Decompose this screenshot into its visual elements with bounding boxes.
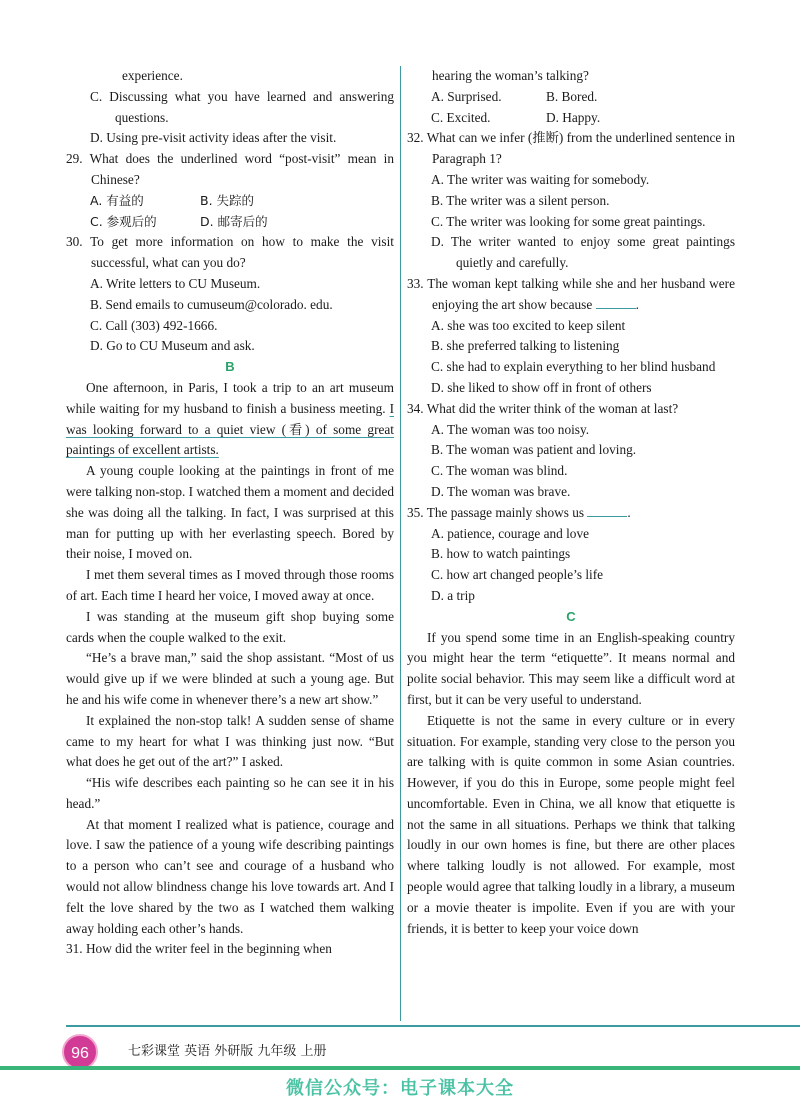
q32-option-d: D. The writer wanted to enjoy some great paintings quietly and carefully. xyxy=(431,234,735,271)
passage-b-paragraph-6: It explained the non-stop talk! A sudden sense of shame came to my heart for what I was thinking just now. “But what does he get out of the art?” I asked. xyxy=(66,712,394,770)
q28-option-d: D. Using pre-visit activity ideas after the visit. xyxy=(90,130,337,146)
question-31-start: 31. How did the writer feel in the beginning when xyxy=(66,941,332,957)
q32-option-b: B. The writer was a silent person. xyxy=(431,192,610,208)
q34-option-d: D. The woman was brave. xyxy=(431,483,571,499)
page-number-badge: 96 xyxy=(62,1034,98,1070)
q33-option-b: B. she preferred talking to listening xyxy=(431,338,620,354)
q35-text: 35. The passage mainly shows us xyxy=(407,504,585,520)
passage-b-paragraph-5: “He’s a brave man,” said the shop assistant. “Most of us would give up if we were blinded at such a young age. But he and his wife come in whenever there’s a new art show.” xyxy=(66,650,394,707)
q29-option-d: D. 邮寄后的 xyxy=(200,213,268,229)
watermark-bar xyxy=(0,1066,800,1070)
q32-option-c: C. The writer was looking for some great paintings. xyxy=(431,213,706,229)
q31-options-ab xyxy=(407,87,735,108)
q33-text: 33. The woman kept talking while she and her husband were enjoying the art show because xyxy=(407,275,735,312)
q29-options-ab xyxy=(66,191,394,212)
book-title: 七彩课堂 英语 外研版 九年级 上册 xyxy=(128,1044,327,1059)
q31-option-c: C. Excited. xyxy=(431,109,491,125)
q29-option-c: C. 参观后的 xyxy=(90,213,157,229)
q29-option-a: A. 有益的 xyxy=(90,192,144,208)
q31-option-d: D. Happy. xyxy=(546,109,601,125)
q35-option-a: A. patience, courage and love xyxy=(431,525,590,541)
q30-option-d: D. Go to CU Museum and ask. xyxy=(90,338,255,354)
q29-options-cd xyxy=(66,212,394,233)
question-35: 35. The passage mainly shows us . xyxy=(407,504,631,520)
q33-option-a: A. she was too excited to keep silent xyxy=(431,317,626,333)
q31-options-cd xyxy=(407,108,735,129)
question-32: 32. What can we infer (推断) from the underlined sentence in Paragraph 1? xyxy=(407,130,735,167)
q28-option-b-cont: experience. xyxy=(122,68,183,83)
q35-option-d: D. a trip xyxy=(431,587,475,603)
question-34: 34. What did the writer think of the woman at last? xyxy=(407,400,679,416)
q34-option-b: B. The woman was patient and loving. xyxy=(431,442,637,458)
passage-b-paragraph-2: A young couple looking at the paintings in front of me were talking non-stop. I watched them a moment and decided she was doing all the talking. In fact, I was surprised at this man for putting up with her everlasting speech. Bored by their noise, I moved on. xyxy=(66,463,394,562)
q33-option-c: C. she had to explain everything to her blind husband xyxy=(431,359,716,375)
question-29: 29. What does the underlined word “post-visit” mean in Chinese? xyxy=(66,151,394,187)
q35-option-b: B. how to watch paintings xyxy=(431,546,571,562)
p1-text: One afternoon, in Paris, I took a trip to an art museum while waiting for my husband to finish a business meeting. xyxy=(66,379,394,416)
question-31-cont: hearing the woman’s talking? xyxy=(432,68,589,83)
q31-option-a: A. Surprised. xyxy=(431,88,502,104)
q32-option-a: A. The writer was waiting for somebody. xyxy=(431,171,650,187)
section-b-heading: B xyxy=(225,359,235,375)
q30-option-b: B. Send emails to cumuseum@colorado. edu. xyxy=(90,296,333,312)
question-33: 33. The woman kept talking while she and her husband were enjoying the art show because . xyxy=(407,275,735,312)
q35-option-c: C. how art changed people’s life xyxy=(431,567,604,583)
q34-option-c: C. The woman was blind. xyxy=(431,463,568,479)
q34-option-a: A. The woman was too noisy. xyxy=(431,421,590,437)
q29-option-b: B. 失踪的 xyxy=(200,192,255,208)
right-column xyxy=(407,66,735,939)
footer-rule xyxy=(66,1025,800,1027)
passage-b-paragraph-3: I met them several times as I moved through those rooms of art. Each time I heard her voice, I moved away at once. xyxy=(66,567,394,603)
left-column xyxy=(66,66,394,960)
q28-option-c: C. Discussing what you have learned and answering questions. xyxy=(90,88,394,125)
wechat-watermark: 微信公众号：电子课本大全 xyxy=(286,1078,514,1099)
passage-b-paragraph-4: I was standing at the museum gift shop buying some cards when the couple walked to the exit. xyxy=(66,608,394,645)
q33-option-d: D. she liked to show off in front of others xyxy=(431,379,652,395)
passage-b-paragraph-8: At that moment I realized what is patience, courage and love. I saw the patience of a young wife describing paintings to a person who can’t see and courage of a husband who would not allow blindness change his love towards art. And I felt the love shared by the two as I watched them walking away holding each other’s hands. xyxy=(66,816,394,936)
q30-option-a: A. Write letters to CU Museum. xyxy=(90,275,261,291)
q35-blank xyxy=(587,504,627,517)
section-c-heading: C xyxy=(566,608,576,624)
q33-blank xyxy=(596,296,636,309)
question-30: 30. To get more information on how to make the visit successful, what can you do? xyxy=(66,234,394,271)
q31-option-b: B. Bored. xyxy=(546,88,598,104)
passage-b-paragraph-7: “His wife describes each painting so he can see it in his head.” xyxy=(66,775,394,811)
passage-b-paragraph-1 xyxy=(66,378,394,461)
column-divider xyxy=(400,66,401,1021)
passage-c-paragraph-1: If you spend some time in an English-speaking country you might hear the term “etiquette”. It means normal and polite social behavior. This may seem like a difficult word at first, but it can be very useful to understand. xyxy=(407,629,735,707)
passage-c-paragraph-2: Etiquette is not the same in every culture or in every situation. For example, standing very close to the person you are talking with is quite common in some Asian countries. However, if you do this in Europe, some people might feel uncomfortable. Even in China, we all know that etiquette is not the same in all situations. Perhaps we think that talking loudly in our own homes is fine, but there are other places where talking loudly is not allowed. For example, most people would agree that talking loudly in a library, a museum or a movie theater is impolite. Even if you are with your friends, it is better to keep your voice down xyxy=(407,712,735,936)
q30-option-c: C. Call (303) 492-1666. xyxy=(90,317,218,333)
p1-underlined-sentence: I was looking forward to a quiet view (看) of some great paintings of excellent artists. xyxy=(66,400,394,458)
